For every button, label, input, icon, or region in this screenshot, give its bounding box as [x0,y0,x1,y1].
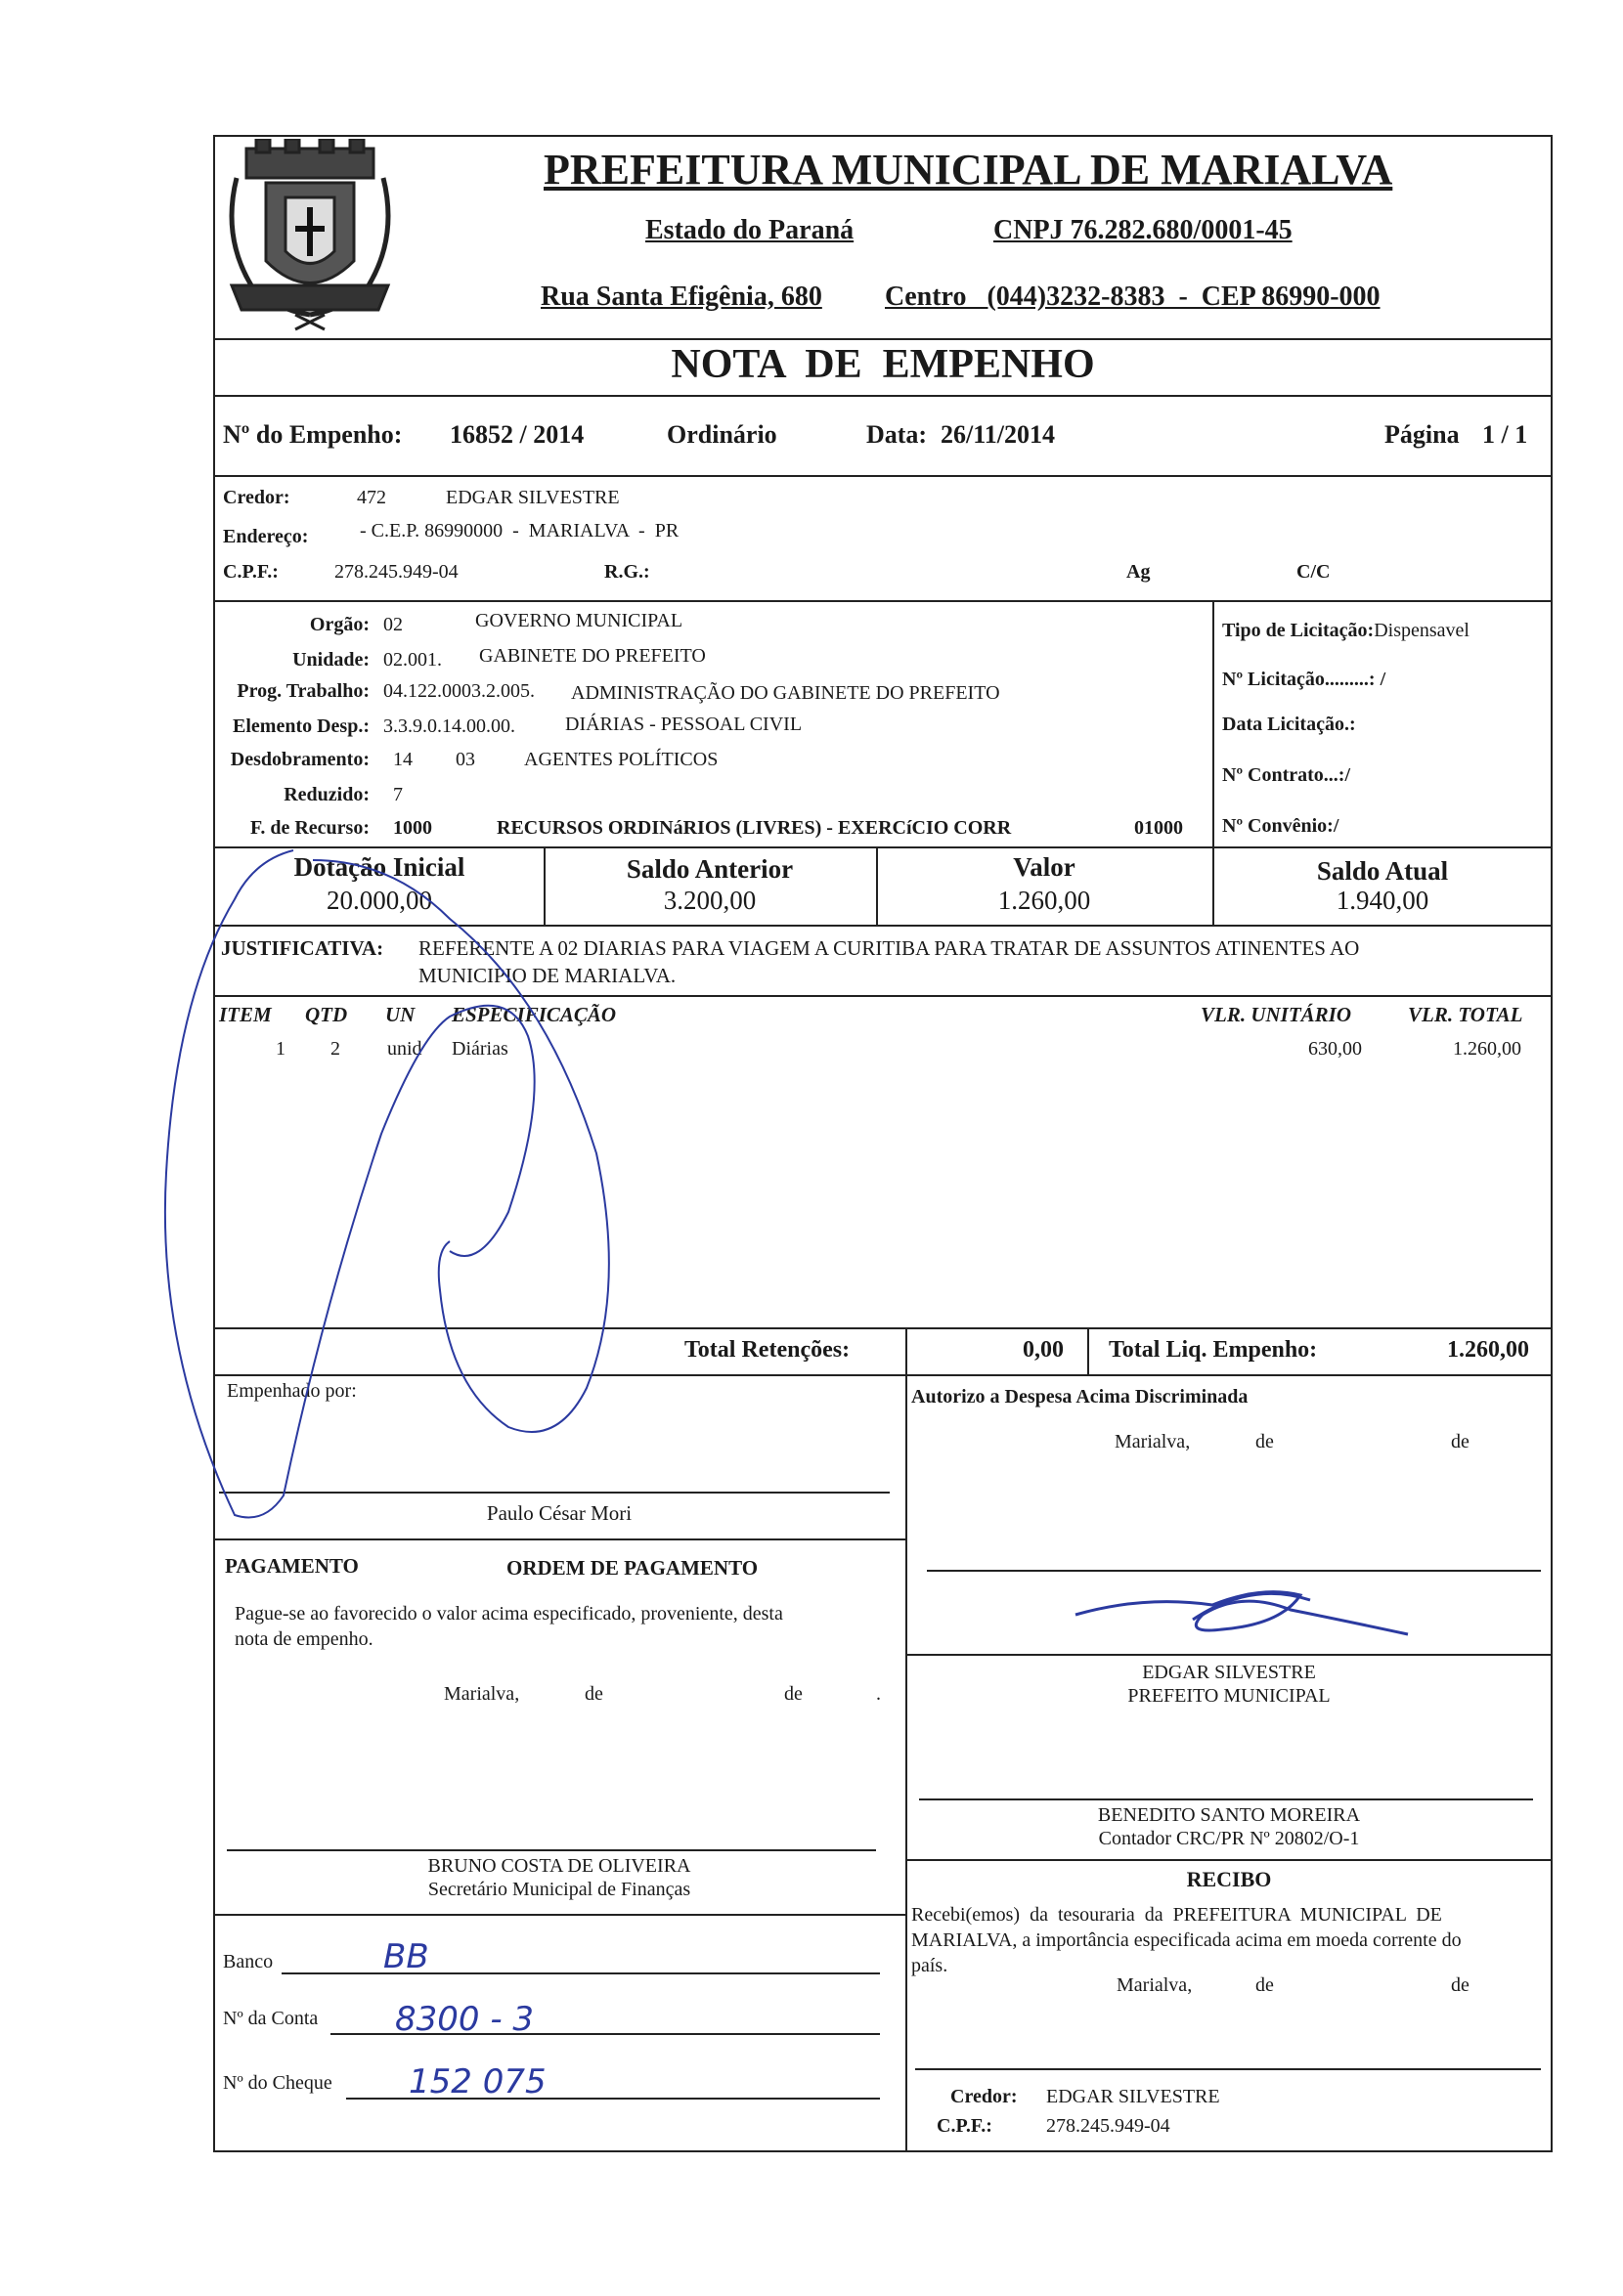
justificativa-line2: MUNICIPIO DE MARIALVA. [418,964,677,987]
dotacao-label: Dotação Inicial [293,852,465,882]
empenho-type: Ordinário [667,420,777,449]
address-label: Endereço: [223,526,309,547]
unidade-name: GABINETE DO PREFEITO [479,645,706,667]
recurso-code: 1000 [393,817,432,839]
orgao-name: GOVERNO MUNICIPAL [475,610,683,631]
recibo-text3: país. [911,1955,948,1976]
handwritten-signature-icon [1066,1576,1418,1644]
rg-label: R.G.: [604,561,650,583]
recibo-de1: de [1255,1974,1274,1996]
valor-value: 1.260,00 [997,886,1091,915]
cc-label: C/C [1296,561,1331,583]
recurso-num: 01000 [1134,817,1183,839]
empenhado-name: Paulo César Mori [486,1501,633,1525]
orgao-label: Orgão: [309,614,370,635]
empenho-date-label: Data: [866,420,928,449]
unidade-label: Unidade: [292,649,370,671]
header-cnpj: CNPJ 76.282.680/0001-45 [993,215,1293,245]
licitacao-numero: Nº Licitação.........: / [1222,669,1386,690]
contador-name: BENEDITO SANTO MOREIRA [1097,1804,1361,1826]
pagamento-de2: de [784,1683,803,1705]
page-label: Página [1384,420,1460,449]
autorizo-de2: de [1451,1431,1469,1452]
recurso-name: RECURSOS ORDINáRIOS (LIVRES) - EXERCíCIO CORR [497,817,1012,839]
credor-code: 472 [357,487,386,508]
orgao-code: 02 [383,614,403,635]
col-total: VLR. TOTAL [1408,1003,1523,1026]
cheque-value: 152 075 [409,2062,547,2101]
pagamento-dot: . [876,1683,881,1705]
desdobramento-name: AGENTES POLÍTICOS [524,749,719,770]
licitacao-tipo [1222,620,1469,642]
page-number: 1 / 1 [1482,420,1528,449]
header-address: Centro (044)3232-8383 - CEP 86990-000 [885,282,1381,312]
licitacao-tipo-label: Tipo de Licitação: [1222,620,1375,641]
saldo-anterior-label: Saldo Anterior [626,854,794,884]
col-item: ITEM [219,1003,272,1026]
saldo-anterior-value: 3.200,00 [663,886,757,915]
desdobramento-code: 14 [393,749,413,770]
recibo-cpf: 278.245.949-04 [1046,2115,1170,2137]
recibo-text1: Recebi(emos) da tesouraria da PREFEITURA MUNICIPAL DE [911,1904,1442,1926]
conta-label: Nº da Conta [223,2008,319,2029]
credor-address: - C.E.P. 86990000 - MARIALVA - PR [360,520,680,542]
credor-label: Credor: [223,487,290,508]
col-unit-price: VLR. UNITÁRIO [1201,1003,1352,1026]
row-unit-price: 630,00 [1308,1038,1362,1060]
autorizo-de1: de [1255,1431,1274,1452]
empenhado-label: Empenhado por: [227,1380,357,1402]
secretario-name: BRUNO COSTA DE OLIVEIRA [427,1855,691,1877]
prefeito-role: PREFEITO MUNICIPAL [1127,1685,1331,1707]
justificativa-label: JUSTIFICATIVA: [221,936,384,960]
retencoes-label: Total Retenções: [684,1337,851,1363]
dotacao-value: 20.000,00 [327,886,432,915]
pagamento-city: Marialva, [444,1683,520,1705]
retencoes-value: 0,00 [1023,1337,1064,1363]
liq-value: 1.260,00 [1447,1337,1529,1363]
elemento-label: Elemento Desp.: [233,715,370,737]
recurso-label: F. de Recurso: [249,817,370,839]
municipal-coat-of-arms-icon [217,139,403,334]
recibo-text2: MARIALVA, a importância especificada acima em moeda corrente do [911,1929,1462,1951]
col-spec: ESPECIFICAÇÃO [452,1003,617,1026]
row-item: 1 [276,1038,285,1060]
recibo-de2: de [1451,1974,1469,1996]
credor-cpf: 278.245.949-04 [334,561,459,583]
header-title: PREFEITURA MUNICIPAL DE MARIALVA [544,146,1393,194]
licitacao-data: Data Licitação.: [1222,714,1356,735]
valor-label: Valor [1013,852,1075,882]
secretario-role: Secretário Municipal de Finanças [427,1879,691,1900]
reduzido-value: 7 [393,784,403,805]
saldo-atual-label: Saldo Atual [1316,856,1449,886]
pagamento-de1: de [585,1683,603,1705]
row-spec: Diárias [452,1038,508,1060]
pagamento-text2: nota de empenho. [235,1628,373,1650]
header-state: Estado do Paraná [645,215,855,245]
pagamento-text1: Pague-se ao favorecido o valor acima especificado, proveniente, desta [235,1603,783,1625]
elemento-code: 3.3.9.0.14.00.00. [383,715,515,737]
licitacao-contrato: Nº Contrato...:/ [1222,764,1351,786]
autorizo-city: Marialva, [1115,1431,1191,1452]
licitacao-convenio: Nº Convênio:/ [1222,815,1339,837]
saldo-atual-value: 1.940,00 [1336,886,1429,915]
justificativa-line1: REFERENTE A 02 DIARIAS PARA VIAGEM A CURITIBA PARA TRATAR DE ASSUNTOS ATINENTES AO [418,936,1360,960]
desdobramento-sub: 03 [456,749,475,770]
prog-name: ADMINISTRAÇÃO DO GABINETE DO PREFEITO [571,682,1000,704]
prefeito-name: EDGAR SILVESTRE [1142,1662,1316,1683]
licitacao-tipo-value: Dispensavel [1374,620,1469,641]
credor-name: EDGAR SILVESTRE [446,487,620,508]
ordem-pagamento-label: ORDEM DE PAGAMENTO [506,1556,759,1580]
empenho-number: 16852 / 2014 [450,420,585,449]
cpf-label: C.P.F.: [223,561,279,583]
contador-role: Contador CRC/PR Nº 20802/O-1 [1098,1828,1360,1849]
desdobramento-label: Desdobramento: [230,749,370,770]
autorizo-label: Autorizo a Despesa Acima Discriminada [911,1386,1249,1408]
liq-label: Total Liq. Empenho: [1109,1337,1318,1363]
conta-value: 8300 - 3 [395,2000,535,2039]
col-un: UN [385,1003,416,1026]
elemento-name: DIÁRIAS - PESSOAL CIVIL [565,714,803,735]
recibo-city: Marialva, [1117,1974,1193,1996]
unidade-code: 02.001. [383,649,442,671]
banco-label: Banco [223,1951,274,1972]
pagamento-label: PAGAMENTO [225,1554,359,1578]
col-qtd: QTD [305,1003,348,1026]
cheque-label: Nº do Cheque [223,2072,332,2094]
row-total: 1.260,00 [1453,1038,1521,1060]
totals-row [213,1327,1553,1376]
row-un: unid [387,1038,422,1060]
banco-value: BB [383,1937,429,1976]
empenho-date: 26/11/2014 [941,420,1056,449]
row-qtd: 2 [330,1038,340,1060]
recibo-credor-label: Credor: [950,2086,1018,2107]
recibo-credor-name: EDGAR SILVESTRE [1046,2086,1220,2107]
reduzido-label: Reduzido: [284,784,370,805]
header-street: Rua Santa Efigênia, 680 [541,282,822,312]
ag-label: Ag [1126,561,1151,583]
recibo-title: RECIBO [1186,1867,1272,1891]
recibo-cpf-label: C.P.F.: [937,2115,992,2137]
prog-label: Prog. Trabalho: [237,680,370,702]
empenho-number-label: Nº do Empenho: [223,420,403,449]
doc-title: NOTA DE EMPENHO [671,342,1095,387]
prog-code: 04.122.0003.2.005. [383,680,535,702]
